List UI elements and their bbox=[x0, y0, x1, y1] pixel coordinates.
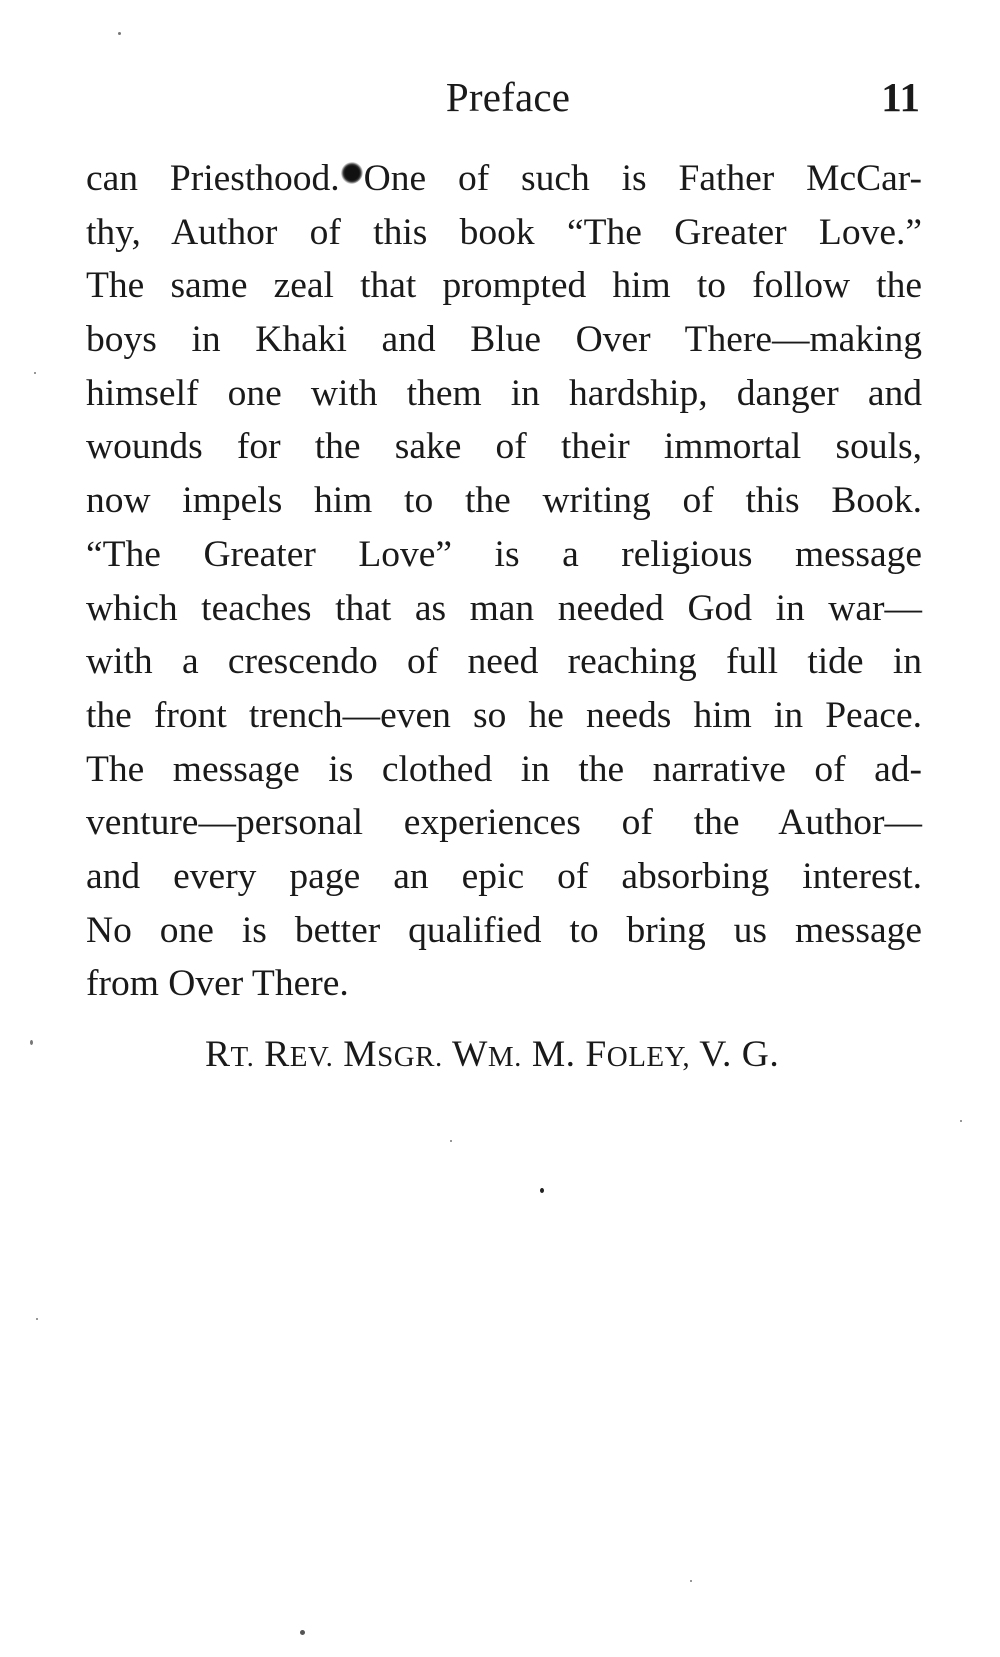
scan-speck bbox=[118, 32, 121, 35]
page-title: Preface bbox=[445, 74, 571, 120]
running-head bbox=[86, 72, 930, 122]
scan-speck bbox=[34, 372, 36, 374]
text-line: from Over There. bbox=[86, 963, 349, 1005]
text-line: The same zeal that prompted him to follow the bbox=[86, 265, 922, 307]
text-line: with a crescendo of need reaching full tide in bbox=[86, 641, 922, 683]
scan-speck bbox=[36, 1318, 38, 1320]
text-line: the front trench—even so he needs him in Peace. bbox=[86, 694, 922, 736]
text-line: “The Greater Love” is a religious message bbox=[86, 533, 922, 575]
sig-smallcaps: OLEY, bbox=[606, 1041, 691, 1073]
scan-speck bbox=[300, 1630, 305, 1635]
text-line: now impels him to the writing of this Book. bbox=[86, 480, 922, 522]
sig-smallcaps: SGR. bbox=[377, 1041, 443, 1073]
text-line: and every page an epic of absorbing interest. bbox=[86, 855, 922, 897]
sig-smallcaps: EV. bbox=[289, 1041, 334, 1073]
sig-smallcaps: M. bbox=[487, 1041, 522, 1073]
text-line: wounds for the sake of their immortal souls, bbox=[86, 426, 922, 468]
scan-speck bbox=[30, 1040, 33, 1045]
text-line: thy, Author of this book “The Greater Love.” bbox=[86, 211, 922, 253]
sig-smallcaps: T. bbox=[230, 1041, 255, 1073]
sig-initial: M bbox=[343, 1034, 378, 1075]
text-fragment: can Priesthood. bbox=[86, 158, 340, 199]
text-line: himself one with them in hardship, danger and bbox=[86, 372, 922, 414]
sig-initial: F bbox=[585, 1034, 607, 1075]
preface-paragraph bbox=[86, 152, 922, 1011]
page-number: 11 bbox=[881, 74, 920, 120]
text-line: venture—personal experiences of the Author— bbox=[86, 802, 922, 844]
text-line: The message is clothed in the narrative of ad- bbox=[86, 748, 922, 790]
sig-initial: W bbox=[451, 1034, 488, 1075]
scan-speck bbox=[540, 1188, 544, 1193]
sig-initial: R bbox=[264, 1034, 290, 1075]
sig-middle: M. bbox=[531, 1034, 576, 1075]
scan-speck bbox=[960, 1120, 962, 1122]
text-fragment: One of such is Father McCar- bbox=[363, 158, 922, 199]
ink-blot-icon bbox=[341, 162, 363, 184]
text-line: No one is better qualified to bring us message bbox=[86, 909, 922, 951]
text-line: which teaches that as man needed God in war— bbox=[86, 587, 922, 629]
text-line: boys in Khaki and Blue Over There—making bbox=[86, 319, 922, 361]
scan-speck bbox=[450, 1140, 452, 1142]
sig-suffix: V. G. bbox=[699, 1034, 780, 1075]
sig-initial: R bbox=[205, 1034, 231, 1075]
author-signature bbox=[205, 1030, 779, 1082]
text-line bbox=[86, 152, 922, 206]
scan-speck bbox=[690, 1580, 692, 1582]
